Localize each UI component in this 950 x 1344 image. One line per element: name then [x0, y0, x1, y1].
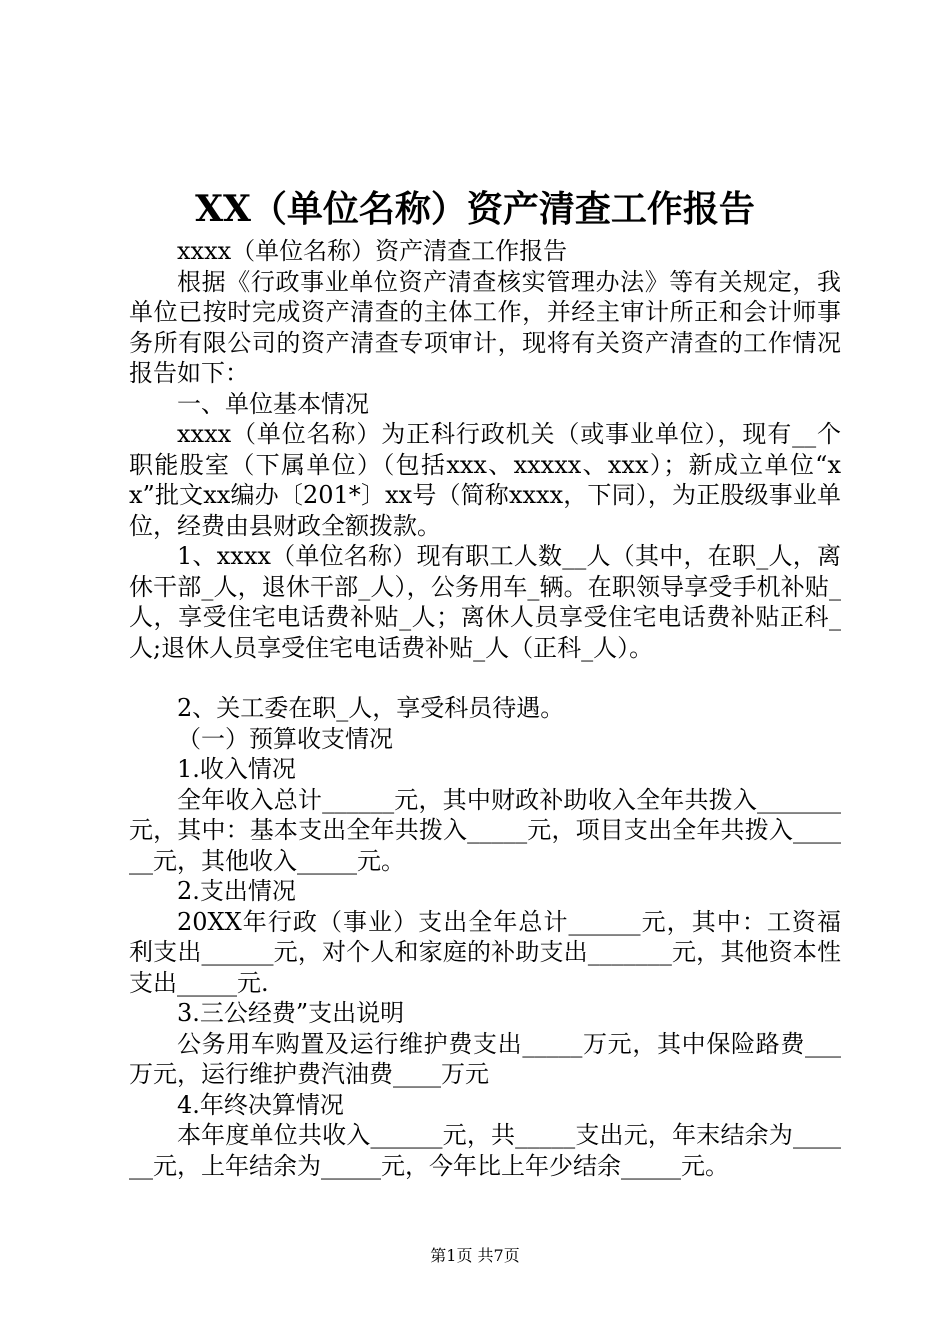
- paragraph-vehicle-costs: 公务用车购置及运行维护费支出_____万元，其中保险路费___万元，运行维护费汽油费____万元: [129, 1029, 841, 1088]
- paragraph-income: 全年收入总计______元，其中财政补助收入全年共拨入_______元，其中：基本支出全年共拨入_____元，项目支出全年共拨入______元，其他收入_____元。: [129, 785, 841, 875]
- page-number-footer: 第1页 共7页: [430, 1246, 520, 1265]
- heading-three-public: 3.三公经费”支出说明: [177, 999, 405, 1027]
- paragraph-unit-description: xxxx（单位名称）为正科行政机关（或事业单位），现有__个职能股室（下属单位）（包括xxx、xxxxx、xxx）；新成立单位“xx”批文xx编办〔201*〕xx号（简称xxxx，下同），为正股级事业单位，经费由县财政全额拨款。: [129, 420, 841, 540]
- paragraph-committee: 2、关工委在职_人，享受科员待遇。: [177, 694, 565, 722]
- heading-basic-info: 一、单位基本情况: [177, 389, 369, 418]
- paragraph-intro: 根据《行政事业单位资产清查核实管理办法》等有关规定，我单位已按时完成资产清查的主体工作，并经主审计所正和会计师事务所有限公司的资产清查专项审计，现将有关资产清查的工作情况报告如下：: [129, 267, 841, 387]
- paragraph-subtitle: xxxx（单位名称）资产清查工作报告: [177, 237, 568, 265]
- paragraph-final-accounts: 本年度单位共收入______元，共_____支出元，年末结余为______元，上年结余为_____元，今年比上年少结余_____元。: [129, 1121, 841, 1180]
- document-body: [129, 236, 841, 1181]
- heading-budget: （一）预算收支情况: [177, 724, 393, 753]
- paragraph-expenditure: 20XX年行政（事业）支出全年总计______元，其中：工资福利支出______元，对个人和家庭的补助支出_______元，其他资本性支出_____元.: [129, 907, 841, 997]
- document-title: XX（单位名称）资产清查工作报告: [195, 188, 755, 230]
- heading-income: 1.收入情况: [177, 755, 296, 783]
- paragraph-staff-count: 1、xxxx（单位名称）现有职工人数__人（其中，在职_人，离休干部_人，退休干部_人），公务用车_辆。在职领导享受手机补贴_人，享受住宅电话费补贴_人；离休人员享受住宅电话费补贴正科_人;退休人员享受住宅电话费补贴_人（正科_人）。: [129, 542, 841, 662]
- heading-final-accounts: 4.年终决算情况: [177, 1090, 344, 1119]
- heading-expenditure: 2.支出情况: [177, 877, 296, 905]
